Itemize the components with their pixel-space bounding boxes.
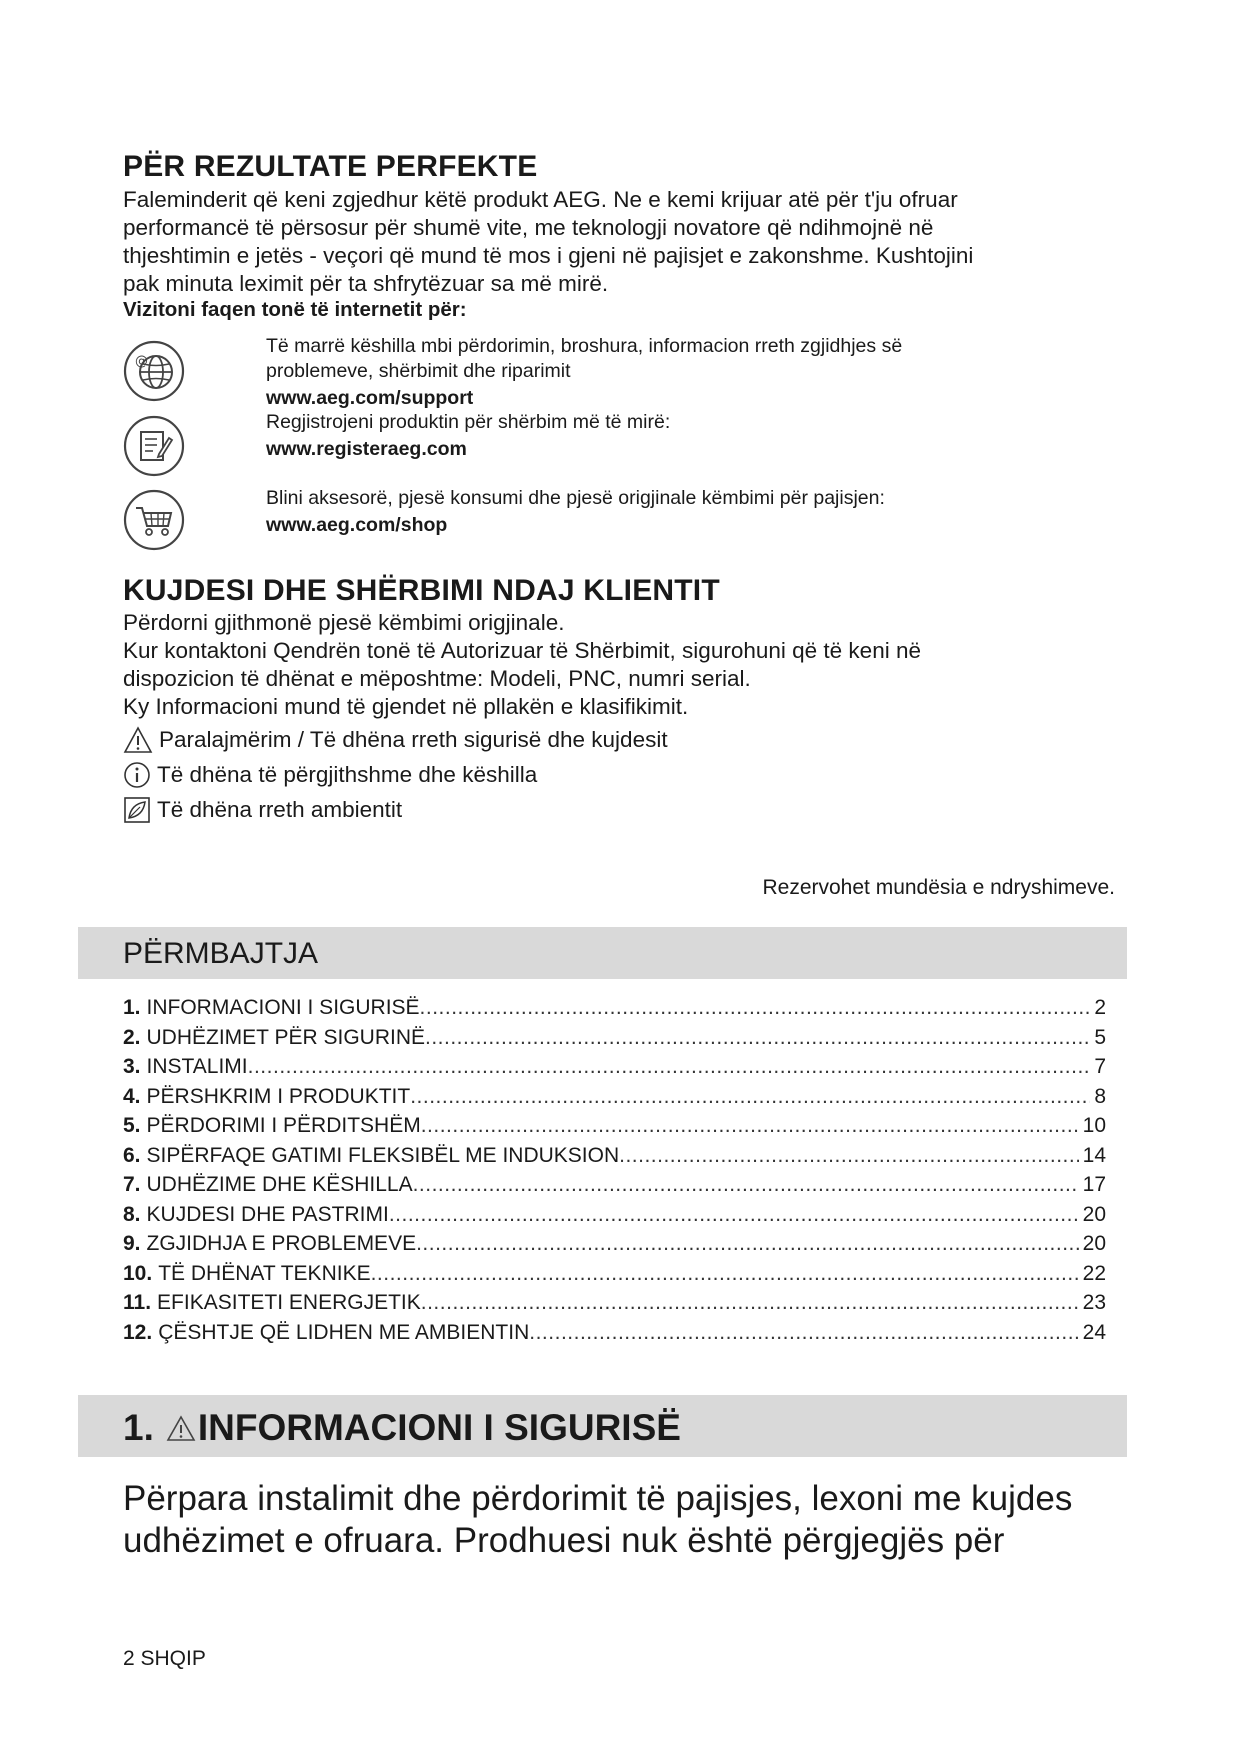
toc-leader-dots bbox=[410, 1085, 1090, 1109]
toc-leader-dots bbox=[371, 1262, 1079, 1286]
legend-environment-label: Të dhëna rreth ambientit bbox=[157, 797, 403, 822]
globe-icon bbox=[122, 339, 186, 403]
toc-item-number: 2. bbox=[123, 1025, 141, 1049]
section1-title: INFORMACIONI I SIGURISË bbox=[197, 1407, 681, 1448]
toc-item-page: 22 bbox=[1082, 1261, 1106, 1285]
toc-item-number: 10. bbox=[123, 1261, 153, 1285]
toc-item-title: ÇËSHTJE QË LIDHEN ME AMBIENTIN bbox=[158, 1320, 530, 1344]
link-shop bbox=[266, 486, 1116, 538]
toc-leader-dots bbox=[416, 1232, 1079, 1256]
legend-info bbox=[123, 760, 537, 790]
link-support-text: problemeve, shërbimit dhe riparimit bbox=[266, 360, 571, 382]
section1-line: Përpara instalimit dhe përdorimit të pajisjes, lexoni me kujdes bbox=[123, 1479, 1073, 1518]
toc-item[interactable] bbox=[123, 1321, 1106, 1349]
shop-url-link[interactable]: www.aeg.com/shop bbox=[266, 514, 448, 536]
warning-triangle-icon bbox=[123, 726, 153, 754]
toc-item-number: 4. bbox=[123, 1084, 141, 1108]
legend-warning-label: Paralajmërim / Të dhëna rreth sigurisë dhe kujdesit bbox=[159, 727, 668, 752]
toc-item-page: 7 bbox=[1094, 1055, 1106, 1078]
care-line: dispozicion të dhënat e mëposhtme: Modeli, PNC, numri serial. bbox=[123, 666, 751, 691]
support-url-link[interactable]: www.aeg.com/support bbox=[266, 387, 474, 409]
info-icon bbox=[123, 761, 151, 789]
customer-care-text bbox=[123, 609, 1123, 721]
toc-leader-dots bbox=[413, 1173, 1079, 1197]
toc-item-title: UDHËZIME DHE KËSHILLA bbox=[146, 1173, 413, 1196]
toc-item-title: PËRDORIMI I PËRDITSHËM bbox=[146, 1114, 421, 1137]
link-register bbox=[266, 410, 1116, 462]
legend-environment bbox=[123, 795, 402, 825]
customer-care-heading: KUJDESI DHE SHËRBIMI NDAJ KLIENTIT bbox=[123, 574, 720, 607]
toc-item-number: 5. bbox=[123, 1114, 141, 1137]
toc-leader-dots bbox=[421, 1114, 1079, 1138]
toc-item-page: 5 bbox=[1094, 1025, 1106, 1049]
page-footer: 2 SHQIP bbox=[123, 1647, 206, 1670]
toc-leader-dots bbox=[619, 1144, 1079, 1168]
section1-heading bbox=[123, 1407, 681, 1449]
intro-heading: PËR REZULTATE PERFEKTE bbox=[123, 150, 538, 183]
toc-item-title: INFORMACIONI I SIGURISË bbox=[146, 996, 420, 1019]
leaf-environment-icon bbox=[123, 796, 151, 824]
toc-item-page: 17 bbox=[1082, 1173, 1106, 1196]
toc-item-page: 14 bbox=[1082, 1143, 1106, 1167]
shopping-cart-icon bbox=[122, 488, 186, 552]
section1-header-band bbox=[78, 1395, 1127, 1457]
intro-line: Faleminderit që keni zgjedhur këtë produkt AEG. Ne e kemi krijuar atë për t'ju ofruar bbox=[123, 187, 958, 212]
toc-item-page: 8 bbox=[1094, 1084, 1106, 1108]
toc-item-page: 2 bbox=[1094, 996, 1106, 1019]
toc-item[interactable] bbox=[123, 1262, 1106, 1290]
care-line: Përdorni gjithmonë pjesë këmbimi origjinale. bbox=[123, 610, 565, 635]
toc-heading: PËRMBAJTJA bbox=[123, 937, 319, 970]
toc-leader-dots bbox=[529, 1321, 1078, 1345]
legend-info-label: Të dhëna të përgjithshme dhe këshilla bbox=[157, 762, 538, 787]
section1-line: udhëzimet e ofruara. Prodhuesi nuk është përgjegjës për bbox=[123, 1521, 1005, 1560]
toc-item-number: 6. bbox=[123, 1143, 141, 1167]
link-register-text: Regjistrojeni produktin për shërbim më të mirë: bbox=[266, 411, 671, 433]
toc-item[interactable] bbox=[123, 1026, 1106, 1054]
toc-item-number: 12. bbox=[123, 1320, 153, 1344]
toc-item-title: KUJDESI DHE PASTRIMI bbox=[146, 1202, 389, 1226]
toc-item[interactable] bbox=[123, 1144, 1106, 1172]
link-shop-text: Blini aksesorë, pjesë konsumi dhe pjesë origjinale këmbimi për pajisjen: bbox=[266, 487, 885, 509]
toc-item-number: 1. bbox=[123, 996, 141, 1019]
toc-item-number: 7. bbox=[123, 1173, 141, 1196]
toc-item-page: 10 bbox=[1082, 1114, 1106, 1137]
toc-leader-dots bbox=[421, 1291, 1079, 1315]
section1-number: 1. bbox=[123, 1407, 154, 1448]
intro-line: pak minuta leximit për ta shfrytëzuar sa më mirë. bbox=[123, 271, 609, 296]
register-url-link[interactable]: www.registeraeg.com bbox=[266, 438, 467, 460]
toc-item-title: ZGJIDHJA E PROBLEMEVE bbox=[146, 1232, 417, 1255]
visit-label: Vizitoni faqen tonë të internetit për: bbox=[123, 298, 467, 321]
toc-item-title: INSTALIMI bbox=[146, 1055, 248, 1078]
toc-item[interactable] bbox=[123, 1232, 1106, 1260]
toc-item-title: TË DHËNAT TEKNIKE bbox=[158, 1261, 371, 1285]
toc-leader-dots bbox=[425, 1026, 1090, 1050]
toc-item[interactable] bbox=[123, 996, 1106, 1024]
toc-item[interactable] bbox=[123, 1203, 1106, 1231]
legend-warning bbox=[123, 725, 668, 755]
toc-item-number: 8. bbox=[123, 1202, 141, 1226]
link-support bbox=[266, 334, 1116, 411]
toc-leader-dots bbox=[389, 1203, 1079, 1227]
toc-item[interactable] bbox=[123, 1114, 1106, 1142]
section1-intro bbox=[123, 1478, 1123, 1562]
svg-text:@: @ bbox=[135, 354, 148, 369]
toc-item-number: 9. bbox=[123, 1232, 141, 1255]
toc-item-title: UDHËZIMET PËR SIGURINË bbox=[146, 1025, 425, 1049]
toc-item[interactable] bbox=[123, 1055, 1106, 1083]
toc-item-page: 23 bbox=[1082, 1291, 1106, 1314]
toc-leader-dots bbox=[248, 1055, 1091, 1079]
toc-item-number: 11. bbox=[123, 1291, 152, 1314]
toc-item[interactable] bbox=[123, 1291, 1106, 1319]
care-line: Kur kontaktoni Qendrën tonë të Autorizuar të Shërbimit, sigurohuni që të keni në bbox=[123, 638, 921, 663]
intro-line: thjeshtimin e jetës - veçori që mund të mos i gjeni në pajisjet e zakonshme. Kushtojini bbox=[123, 243, 974, 268]
toc-item-title: SIPËRFAQE GATIMI FLEKSIBËL ME INDUKSION bbox=[146, 1143, 620, 1167]
intro-paragraph bbox=[123, 186, 1123, 298]
register-form-icon bbox=[122, 414, 186, 478]
warning-triangle-icon bbox=[166, 1414, 196, 1442]
disclaimer: Rezervohet mundësia e ndryshimeve. bbox=[762, 876, 1115, 899]
intro-line: performancë të përsosur për shumë vite, me teknologji novatore që ndihmojnë në bbox=[123, 215, 934, 240]
toc-item-page: 20 bbox=[1082, 1232, 1106, 1255]
toc-item[interactable] bbox=[123, 1085, 1106, 1113]
toc-item-title: EFIKASITETI ENERGJETIK bbox=[157, 1291, 421, 1314]
toc-item-page: 20 bbox=[1082, 1202, 1106, 1226]
link-support-text: Të marrë këshilla mbi përdorimin, broshura, informacion rreth zgjidhjes së bbox=[266, 335, 903, 357]
toc-item[interactable] bbox=[123, 1173, 1106, 1201]
toc-header-band bbox=[78, 927, 1127, 979]
care-line: Ky Informacioni mund të gjendet në pllakën e klasifikimit. bbox=[123, 694, 689, 719]
toc-item-number: 3. bbox=[123, 1055, 141, 1078]
toc-leader-dots bbox=[420, 996, 1091, 1020]
toc-item-title: PËRSHKRIM I PRODUKTIT bbox=[146, 1084, 411, 1108]
toc-item-page: 24 bbox=[1082, 1320, 1106, 1344]
